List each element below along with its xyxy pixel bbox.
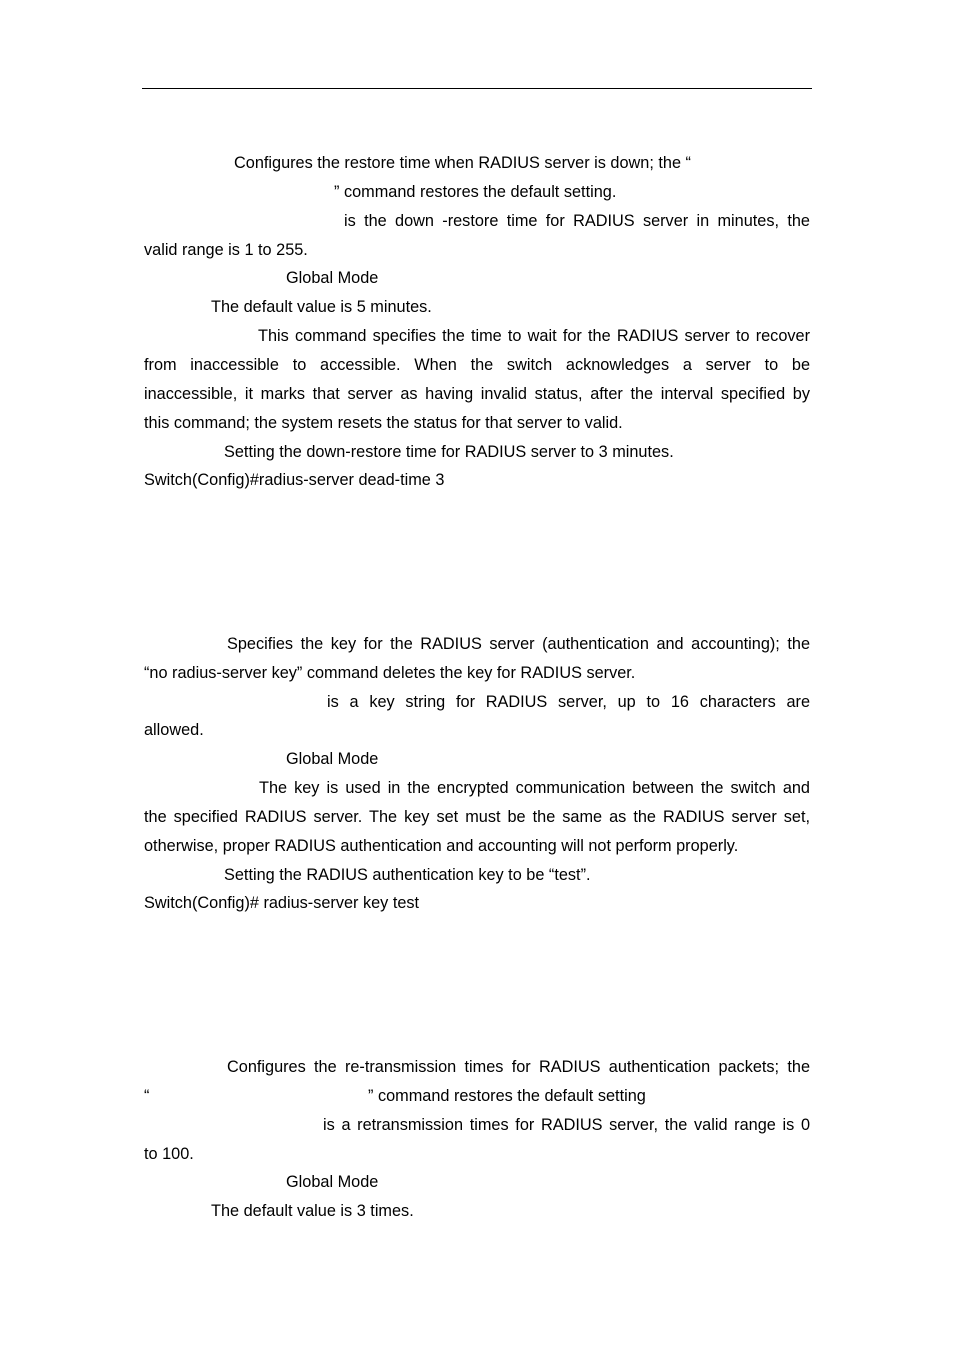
usage-text: Specifies the key for the RADIUS server (authentication and accounting); the [227,635,810,653]
header-rule [142,88,812,89]
parameter-text: to 100. [144,1145,194,1163]
usage-quote-open: “ [144,1087,150,1105]
example-command: Switch(Config)# radius-server key test [144,894,420,912]
example-description: Setting the down-restore time for RADIUS server to 3 minutes. [224,443,674,461]
usage-guide: inaccessible, it marks that server as having invalid status, after the interval specified by [144,385,810,403]
example-description: Setting the RADIUS authentication key to be “test”. [224,866,591,884]
command-mode: Global Mode [286,750,379,768]
usage-text: Configures the re-transmission times for RADIUS authentication packets; the [227,1058,810,1076]
parameter-text: is a key string for RADIUS server, up to 16 characters are [327,693,810,711]
usage-guide: from inaccessible to accessible. When the switch acknowledges a server to be [144,356,810,374]
parameter-text: allowed. [144,721,204,739]
usage-text: “no radius-server key” command deletes the key for RADIUS server. [144,664,636,682]
usage-guide: This command specifies the time to wait for the RADIUS server to recover [258,327,810,345]
usage-guide: this command; the system resets the status for that server to valid. [144,414,623,432]
usage-guide: The key is used in the encrypted communication between the switch and [259,779,810,797]
command-mode: Global Mode [286,269,379,287]
example-command: Switch(Config)#radius-server dead-time 3 [144,471,445,489]
command-mode: Global Mode [286,1173,379,1191]
usage-text: Configures the restore time when RADIUS server is down; the “ [234,154,691,172]
default-text: The default value is 3 times. [211,1202,414,1220]
usage-guide: the specified RADIUS server. The key set must be the same as the RADIUS server set, [144,808,810,826]
parameter-text: is the down -restore time for RADIUS server in minutes, the [344,212,810,230]
usage-guide: otherwise, proper RADIUS authentication and accounting will not perform properly. [144,837,739,855]
default-text: The default value is 5 minutes. [211,298,432,316]
usage-text: ” command restores the default setting. [334,183,617,201]
usage-text: ” command restores the default setting [368,1087,646,1105]
parameter-text: is a retransmission times for RADIUS server, the valid range is 0 [323,1116,810,1134]
parameter-text: valid range is 1 to 255. [144,241,308,259]
